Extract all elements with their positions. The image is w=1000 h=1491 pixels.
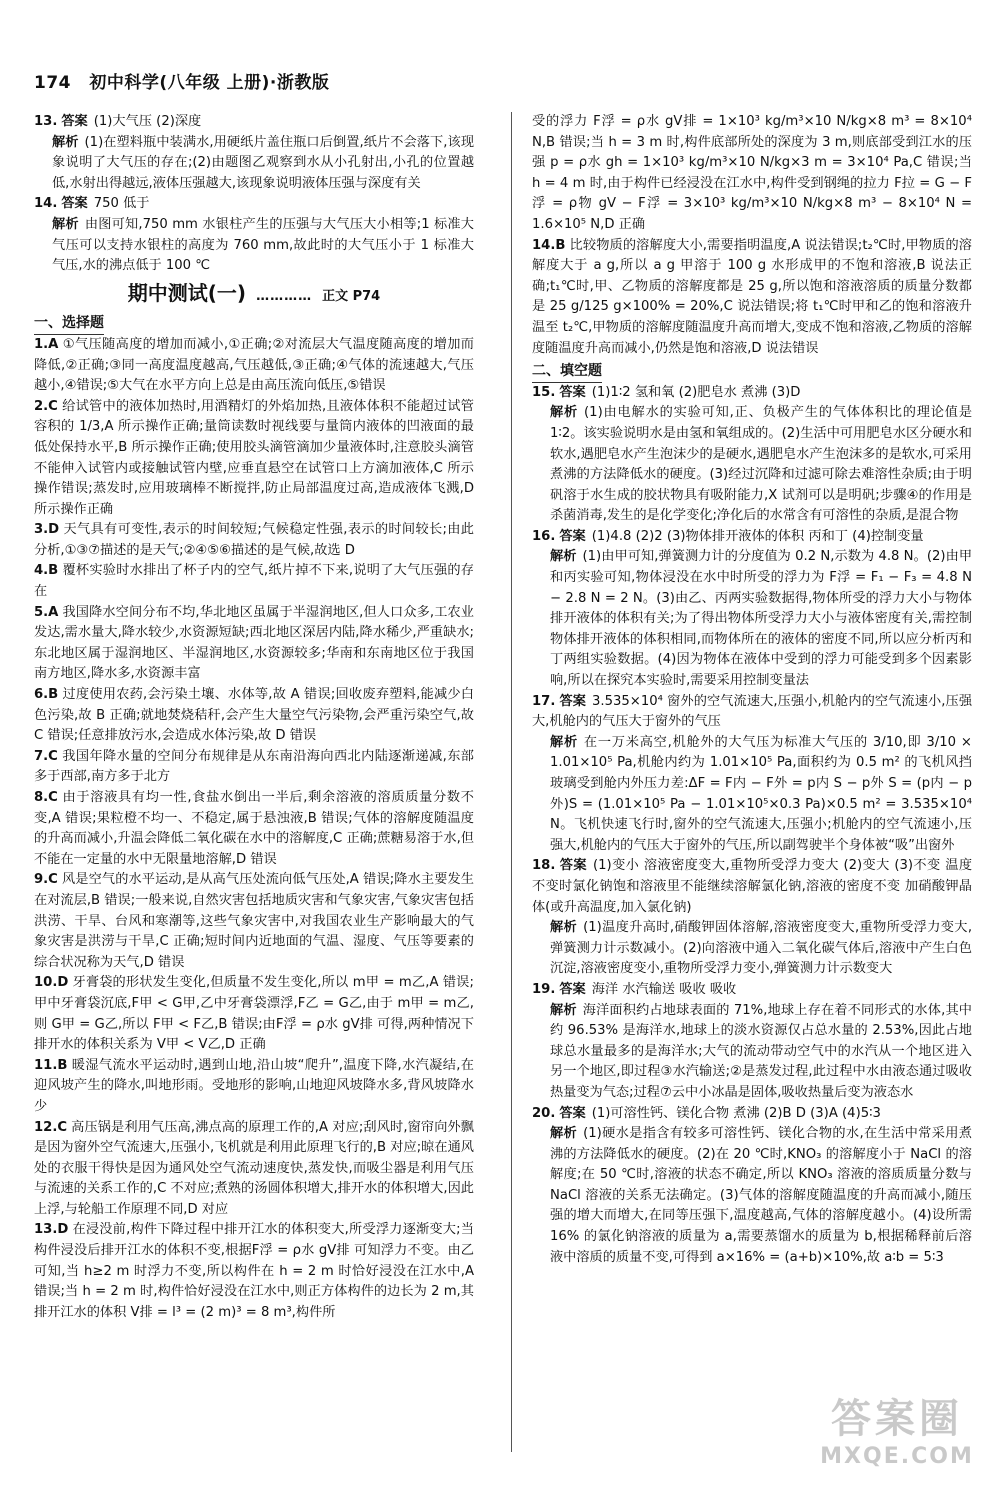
question-number: 19.	[532, 981, 556, 997]
choice-answer-item	[34, 1118, 474, 1221]
answer-text: (1)变小 溶液密度变大,重物所受浮力变大 (2)变大 (3)不变 温度不变时氯化钠饱和溶液里不能继续溶解氯化钠,溶液的密度不变 加硝酸钾晶体(或升高温度,加入氯化钠)	[532, 858, 972, 915]
fill-answer-item	[532, 692, 972, 733]
question-number: 1.A	[34, 336, 59, 352]
answer-text: ①气压随高度的增加而减小,①正确;②对流层大气温度随高度的增加而降低,②正确;③同一高度温度越高,气压越低,③正确;④气体的流速越大,气压越小,④错误;⑤大气在水平方向上总是由高压流向低压,⑤错误	[34, 336, 474, 394]
question-number: 11.B	[34, 1057, 68, 1073]
column-divider	[511, 112, 512, 1452]
question-number: 7.C	[34, 748, 58, 764]
analysis-text: 在一万米高空,机舱外的大气压为标准大气压的 3/10,即 3/10 × 1.01×10⁵ Pa,机舱内约为 1.01×10⁵ Pa,面积约为 0.5 m² 的飞机风挡玻璃受到舱内外压力差:ΔF = F内 − F外 = p内 S − p外 S = (p内 − p外)S = (1.01×10⁵ Pa − 1.01×10⁵×0.3 Pa)×0.5 m² = 3.535×10⁴ N。飞机快速飞行时,窗外的空气流速大,压强小;机舱内的空气流速小,压强大,机舱内的气压大于窗外的气压,所以副驾驶半个身体被“吸”出窗外	[550, 734, 972, 853]
page-number: 174	[34, 73, 71, 93]
question-number: 14.	[34, 196, 58, 212]
question-number: 13.D	[34, 1222, 69, 1238]
question-number: 6.B	[34, 687, 59, 703]
choice-answer-item	[34, 561, 474, 602]
left-column	[34, 112, 474, 1451]
analysis-label: 解析	[550, 1002, 577, 1018]
question-number: 4.B	[34, 563, 59, 579]
choice-answer-item	[34, 1056, 474, 1118]
answer-text: 覆杯实验时水排出了杯子内的空气,纸片掉不下来,说明了大气压强的存在	[34, 563, 474, 600]
answer-text: (1)大气压 (2)深度	[93, 114, 202, 129]
book-title: 初中科学(八年级 上册)·浙教版	[89, 73, 330, 93]
answer-label: 答案	[61, 196, 88, 212]
answer-text: 在浸没前,构件下降过程中排开江水的体积变大,所受浮力逐渐变大;当构件浸没后排开江水的体积不变,根据F浮 = ρ水 gV排 可知浮力不变。由乙可知,当 h≥2 m 时浮力不变,所以构件在 h = 2 m 时恰好浸没在江水中,A 错误;当 h = 2 m 时,构件恰好浸没在江水中,则正方体构件的边长为 2 m,其排开江水的体积 V排 = l³ = (2 m)³ = 8 m³,构件所	[34, 1222, 474, 1320]
analysis-text: 海洋面积约占地球表面的 71%,地球上存在着不同形式的水体,其中约 96.53% 是海洋水,地球上的淡水资源仅占总水量的 2.53%,因此占地球总水量最多的是海洋水;大气的流动带动空气中的水汽从一个地区进入另一个地区,即过程③水汽输送;②是蒸发过程,此过程中水由液态通过吸收热量变为气态;过程⑦云中小冰晶是固体,吸收热量后变为液态水	[550, 1002, 972, 1100]
analysis-text: 由图可知,750 mm 水银柱产生的压强与大气压大小相等;1 标准大气压可以支持水银柱的高度为 760 mm,故此时的大气压小于 1 标准大气压,水的沸点低于 100 ℃	[52, 216, 474, 274]
analysis-block	[532, 918, 972, 980]
answer-text: 我国年降水量的空间分布规律是从东南沿海向西北内陆逐渐递减,东部多于西部,南方多于北方	[34, 748, 474, 785]
question-number: 8.C	[34, 790, 58, 805]
analysis-text: (1)硬水是指含有较多可溶性钙、镁化合物的水,在生活中常采用煮沸的方法降低水的硬度。(2)在 20 ℃时,KNO₃ 的溶解度小于 NaCl 的溶解度;在 50 ℃时,溶液的状态不确定,所以 KNO₃ 溶液的溶质质量分数与 NaCl 溶液的关系无法确定。(3)气体的溶解度随温度的升高而减小,随压强的增大而增大,在同等压强下,温度越高,气体的溶解度越小。(4)设所需 16% 的氯化钠溶液的质量为 a,需要蒸馏水的质量为 b,根据稀释前后溶液中溶质的质量不变,可得到 a×16% = (a+b)×10%,故 a∶b = 5∶3	[550, 1126, 972, 1265]
fill-list	[532, 383, 972, 1269]
answer-text: 比较物质的溶解度大小,需要指明温度,A 说法错误;t₂℃时,甲物质的溶解度大于 a g,所以 a g 甲溶于 100 g 水形成甲的不饱和溶液,B 说法正确;t₁℃时,甲、乙物质的溶解度都是 25 g,所以饱和溶液溶质的质量分数都是 25 g/125 g×100% = 20%,C 说法错误;将 t₁℃时甲和乙的饱和溶液升温至 t₂℃,甲物质的溶解度随温度升高而增大,变成不饱和溶液,乙物质的溶解度随温度升高而减小,仍然是饱和溶液,D 说法错误	[532, 237, 972, 356]
part-heading: 一、选择题	[34, 313, 104, 335]
answer-item	[34, 194, 474, 215]
analysis-label: 解析	[550, 734, 578, 750]
analysis-block	[532, 733, 972, 857]
answer-text: 3.535×10⁴ 窗外的空气流速大,压强小,机舱内的空气流速小,压强大,机舱内的气压大于窗外的气压	[532, 693, 972, 730]
analysis-label: 解析	[550, 1126, 578, 1142]
fill-answer-item	[532, 527, 972, 548]
question-number: 18.	[532, 858, 556, 874]
choice-answer-item	[34, 335, 474, 397]
choice-answer-item	[34, 603, 474, 685]
answer-text: 天气具有可变性,表示的时间较短;气候稳定性强,表示的时间较长;由此分析,①③⑦描述的是天气;②④⑤⑥描述的是气候,故选 D	[34, 522, 474, 558]
watermark-logo	[812, 1387, 982, 1477]
section-title-text: 期中测试(一)	[127, 280, 247, 305]
fill-answer-item	[532, 383, 972, 404]
question-number: 5.A	[34, 604, 59, 620]
choice-answer-item	[34, 973, 474, 1055]
fill-answer-item	[532, 856, 972, 918]
choice-answer-item	[34, 685, 474, 747]
answer-text: 我国降水空间分布不均,华北地区虽属于半湿润地区,但人口众多,工农业发达,需水量大,降水较少,水资源短缺;西北地区深居内陆,降水稀少,严重缺水;东北地区属于湿润地区、半湿润地区,水资源较多;华南和东南地区位于我国南方地区,降水多,水资源丰富	[34, 604, 474, 682]
answer-text: 风是空气的水平运动,是从高气压处流向低气压处,A 错误;降水主要发生在对流层,B 错误;一般来说,自然灾害包括地质灾害和气象灾害,气象灾害包括洪涝、干旱、台风和寒潮等,这些气象灾害中,对我国农业生产影响最大的气象灾害是洪涝与干旱,C 正确;短时间内近地面的气温、湿度、气压等要素的综合状况称为天气,D 错误	[34, 872, 474, 970]
answer-text: 高压锅是利用气压高,沸点高的原理工作的,A 对应;刮风时,窗帘向外飘是因为窗外空气流速大,压强小,飞机就是利用此原理飞行的,B 对应;晾在通风处的衣服干得快是因为通风处空气流动速度快,蒸发快,而吸尘器是利用气压与流速的关系工作的,C 不对应;煮熟的汤圆体积增大,排开水的体积增大,因此上浮,与轮船工作原理不同,D 对应	[34, 1119, 474, 1217]
question-number: 3.D	[34, 522, 60, 538]
answer-text: (1)1∶2 氢和氧 (2)肥皂水 煮沸 (3)D	[591, 384, 801, 400]
question-number: 2.C	[34, 398, 58, 414]
analysis-label: 解析	[52, 134, 79, 150]
analysis-block	[34, 215, 474, 277]
choice-answer-item	[34, 870, 474, 973]
question-number: 10.D	[34, 975, 69, 991]
analysis-block	[34, 133, 474, 195]
part-heading: 二、填空题	[532, 361, 602, 383]
answer-text: 750 低于	[93, 196, 150, 212]
answer-text: 海洋 水汽输送 吸收 吸收	[591, 981, 737, 997]
answer-text: 由于溶液具有均一性,食盐水倒出一半后,剩余溶液的溶质质量分数不变,A 错误;果粒橙不均一、不稳定,属于悬浊液,B 错误;气体的溶解度随温度的升高而减小,升温会降低二氧化碳在水中的溶解度,C 正确;蔗糖易溶于水,但不能在一定量的水中无限量地溶解,D 错误	[34, 790, 474, 867]
question-number: 14.B	[532, 237, 566, 253]
answer-text: (1)可溶性钙、镁化合物 煮沸 (2)B D (3)A (4)5∶3	[591, 1105, 881, 1121]
right-column	[532, 112, 972, 1451]
watermark-cn: 答案圈	[831, 1396, 963, 1442]
choice-answer-item	[34, 747, 474, 788]
analysis-text: (1)温度升高时,硝酸钾固体溶解,溶液密度变大,重物所受浮力变大,弹簧测力计示数减小。(2)向溶液中通入二氧化碳气体后,溶液中产生白色沉淀,溶液密度变小,重物所受浮力变小,弹簧测力计示数变大	[550, 920, 972, 977]
watermark-en: MXQE.COM	[820, 1444, 974, 1469]
choice-answer-item	[34, 397, 474, 521]
analysis-label: 解析	[550, 549, 577, 565]
section-page-ref: 正文 P74	[322, 288, 381, 304]
analysis-label: 解析	[52, 216, 79, 232]
answer-label: 答案	[559, 1105, 586, 1121]
question-number: 15.	[532, 384, 556, 400]
question-list	[34, 335, 474, 1324]
question-number: 16.	[532, 528, 556, 544]
answer-label: 答案	[559, 981, 586, 997]
analysis-block	[532, 1124, 972, 1268]
section-dots: …………	[256, 288, 313, 304]
answer-text: 牙膏袋的形状发生变化,但质量不发生变化,所以 m甲 = m乙,A 错误;甲中牙膏袋沉底,F甲 < G甲,乙中牙膏袋漂浮,F乙 = G乙,由于 m甲 = m乙,则 G甲 = G乙,所以 F甲 < F乙,B 错误;由F浮 = ρ水 gV排 可得,两种情况下排开水的体积关系为 V甲 < V乙,D 正确	[34, 975, 474, 1053]
continued-text: 受的浮力 F浮 = ρ水 gV排 = 1×10³ kg/m³×10 N/kg×8 m³ = 8×10⁴ N,B 错误;当 h = 3 m 时,构件底部所处的深度为 3 m,则底部受到江水的压强 p = ρ水 gh = 1×10³ kg/m³×10 N/kg×3 m = 3×10⁴ Pa,C 错误;当 h = 4 m 时,由于构件已经浸没在江水中,构件受到钢绳的拉力 F拉 = G − F浮 = ρ物 gV − F浮 = 3×10³ kg/m³×10 N/kg×8 m³ − 8×10⁴ N = 1.6×10⁵ N,D 正确	[532, 114, 972, 232]
answer-item	[532, 236, 972, 360]
analysis-text: (1)由甲可知,弹簧测力计的分度值为 0.2 N,示数为 4.8 N。(2)由甲和丙实验可知,物体浸没在水中时所受的浮力为 F浮 = F₁ − F₃ = 4.8 N − 2.8 N = 2 N。(3)由乙、丙两实验数据得,物体所受的浮力大小与物体排开液体的体积有关;为了得出物体所受浮力大小与液体密度有关,需控制物体排开液体的体积相同,而物体所在的液体的密度不同,所以应分析丙和丁两组实验数据。(4)因为物体在液体中受到的浮力可能受到多个因素影响,所以在探究本实验时,需要采用控制变量法	[550, 549, 972, 689]
analysis-block	[532, 1001, 972, 1104]
question-number: 17.	[532, 693, 556, 709]
question-number: 9.C	[34, 872, 58, 888]
choice-answer-item	[34, 1220, 474, 1323]
analysis-block	[532, 403, 972, 527]
section-title	[34, 280, 474, 308]
question-number: 12.C	[34, 1119, 68, 1135]
answer-text: 给试管中的液体加热时,用酒精灯的外焰加热,且液体体积不能超过试管容积的 1/3,A 所示操作正确;量筒读数时视线要与量筒内液体的凹液面的最低处保持水平,B 所示操作正确;使用胶头滴管滴加少量液体时,注意胶头滴管不能伸入试管内或接触试管内壁,应垂直悬空在试管口上方滴加液体,C 所示操作错误;蒸发时,应用玻璃棒不断搅拌,防止局部温度过高,造成液体飞溅,D 所示操作正确	[34, 398, 474, 517]
answer-text: (1)4.8 (2)2 (3)物体排开液体的体积 丙和丁 (4)控制变量	[591, 528, 924, 544]
answer-item	[34, 112, 474, 133]
answer-label: 答案	[559, 528, 586, 544]
page-header	[34, 68, 974, 93]
answer-text: 过度使用农药,会污染土壤、水体等,故 A 错误;回收废弃塑料,能减少白色污染,故 B 正确;就地焚烧秸秆,会产生大量空气污染物,会严重污染空气,故 C 错误;任意排放污水,会造成水体污染,故 D 错误	[34, 687, 474, 744]
answer-text: 暖湿气流水平运动时,遇到山地,沿山坡“爬升”,温度下降,水汽凝结,在迎风坡产生的降水,叫地形雨。受地形的影响,山地迎风坡降水多,背风坡降水少	[34, 1057, 474, 1114]
choice-answer-item	[34, 520, 474, 561]
fill-answer-item	[532, 980, 972, 1001]
choice-answer-item	[34, 788, 474, 870]
analysis-text: (1)由电解水的实验可知,正、负极产生的气体体积比的理论值是 1∶2。该实验说明水是由氢和氧组成的。(2)生活中可用肥皂水区分硬水和软水,遇肥皂水产生泡沫少的是硬水,遇肥皂水产生泡沫多的是软水,可采用煮沸的方法降低水的硬度。(3)经过沉降和过滤可除去难溶性杂质;由于明矾溶于水生成的胶状物具有吸附能力,X 试剂可以是明矾;步骤④的作用是杀菌消毒,发生的是化学变化;净化后的水常含有可溶性的杂质,是混合物	[550, 405, 972, 524]
answer-label: 答案	[559, 693, 587, 709]
fill-answer-item	[532, 1104, 972, 1125]
answer-label: 答案	[61, 114, 88, 129]
question-number: 13.	[34, 114, 58, 129]
analysis-text: (1)在塑料瓶中装满水,用硬纸片盖住瓶口后倒置,纸片不会落下,该现象说明了大气压的存在;(2)由题图乙观察到水从小孔射出,小孔的位置越低,水射出得越远,液体压强越大,该现象说明液体压强与深度有关	[52, 134, 474, 191]
question-number: 20.	[532, 1105, 556, 1121]
answer-label: 答案	[559, 384, 586, 400]
answer-label: 答案	[559, 858, 587, 874]
analysis-label: 解析	[550, 920, 578, 936]
analysis-block	[532, 547, 972, 691]
analysis-label: 解析	[550, 405, 579, 421]
